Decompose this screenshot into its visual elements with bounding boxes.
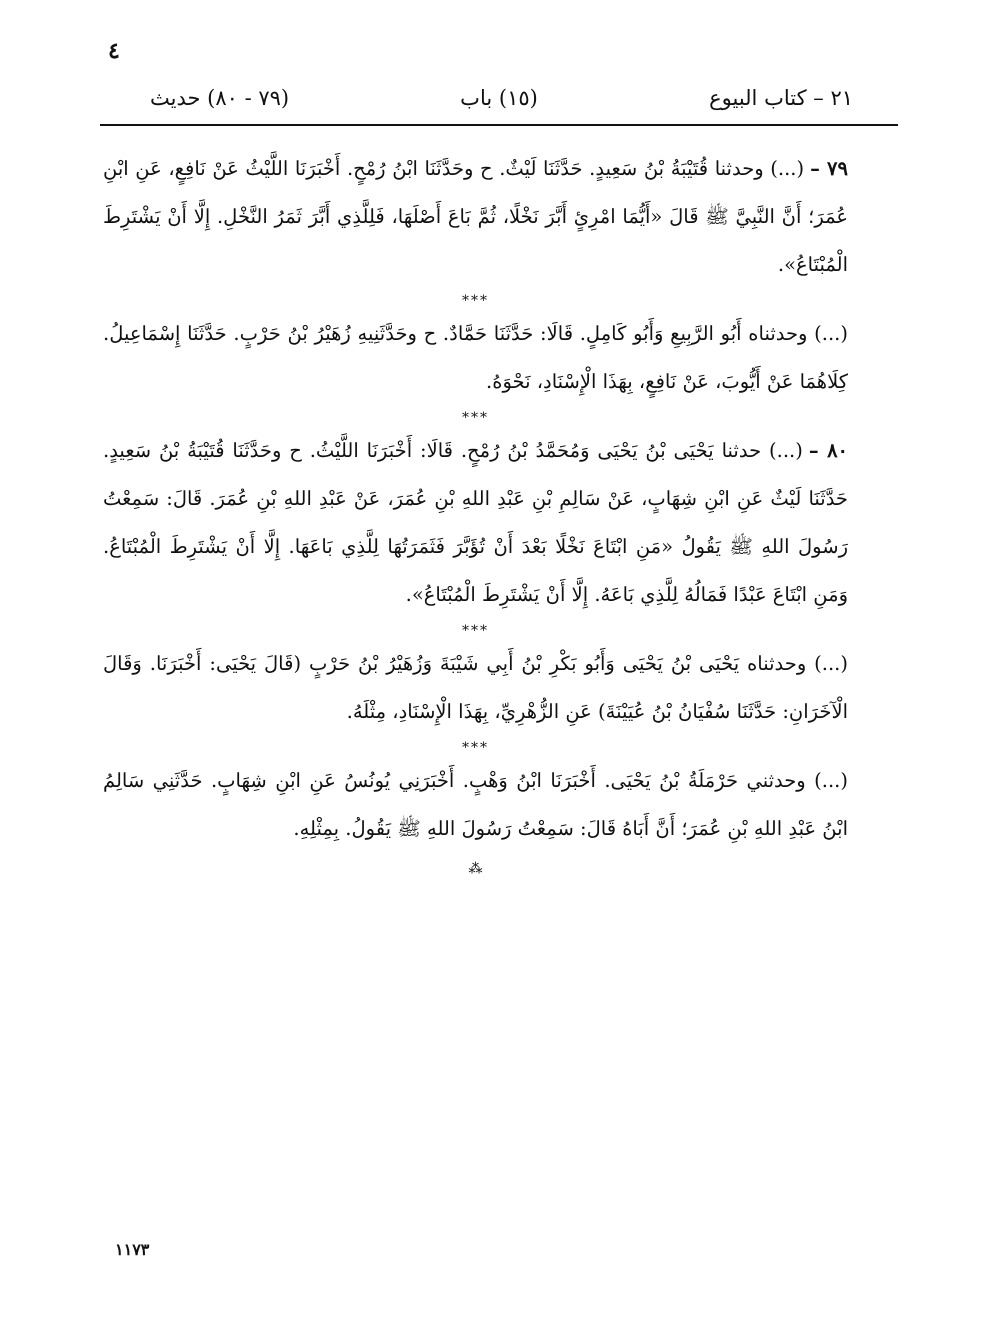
header-chapter: (١٥) باب — [460, 86, 538, 110]
hadith-number: ٨٠ – — [808, 439, 849, 462]
page-number: ١١٧٣ — [115, 1240, 150, 1259]
running-header — [100, 84, 898, 124]
hadith-paragraph — [103, 757, 848, 853]
header-divider — [100, 124, 898, 126]
hadith-number: ٧٩ – — [810, 157, 848, 180]
hadith-text: (...) حدثنا يَحْيَى بْنُ يَحْيَى وَمُحَمَّدُ بْنُ رُمْحٍ. قَالَا: أَخْبَرَنَا اللَّيْثُ. ح وحَدَّثَنَا قُتَيْبَةُ بْنُ سَعِيدٍ. حَدَّثَنَا لَيْثٌ عَنِ ابْنِ شِهَابٍ، عَنْ سَالِمِ بْنِ عَبْدِ اللهِ بْنِ عُمَرَ، عَنْ عَبْدِ اللهِ بْنِ عُمَرَ. قَالَ: سَمِعْتُ رَسُولَ اللهِ ﷺ يَقُولُ «مَنِ ابْتَاعَ نَخْلًا بَعْدَ أَنْ تُؤَبَّرَ فَثَمَرَتُهَا لِلَّذِي بَاعَهَا. إِلَّا أَنْ يَشْتَرِطَ الْمُبْتَاعُ. وَمَنِ ابْتَاعَ عَبْدًا فَمَالُهُ لِلَّذِي بَاعَهُ. إِلَّا أَنْ يَشْتَرِطَ الْمُبْتَاعُ». — [103, 439, 848, 606]
hadith-paragraph — [103, 310, 848, 406]
end-asterism: ⁂ — [468, 861, 483, 877]
section-separator: *** — [462, 623, 489, 639]
hadith-text: (...) وحدثني حَرْمَلَةُ بْنُ يَحْيَى. أَخْبَرَنَا ابْنُ وَهْبٍ. أَخْبَرَنِي يُونُسُ عَنِ ابْنِ شِهَابٍ. حَدَّثَنِي سَالِمُ ابْنُ عَبْدِ اللهِ بْنِ عُمَرَ؛ أَنَّ أَبَاهُ قَالَ: سَمِعْتُ رَسُولَ اللهِ ﷺ يَقُولُ. بِمِثْلِهِ. — [103, 769, 848, 840]
hadith-paragraph — [103, 427, 848, 619]
hadith-text: (...) وحدثناه أَبُو الرَّبِيعِ وَأَبُو كَامِلٍ. قَالَا: حَدَّثَنَا حَمَّادٌ. ح وحَدَّثَنِيهِ زُهَيْرُ بْنُ حَرْبٍ. حَدَّثَنَا إِسْمَاعِيلُ. كِلَاهُمَا عَنْ أَيُّوبَ، عَنْ نَافِعٍ، بِهَذَا الْإِسْنَادِ، نَحْوَهُ. — [103, 322, 848, 393]
hadith-text: (...) وحدثنا قُتَيْبَةُ بْنُ سَعِيدٍ. حَدَّثَنَا لَيْثٌ. ح وحَدَّثَنَا ابْنُ رُمْحٍ. أَخْبَرَنَا اللَّيْثُ عَنْ نَافِعٍ، عَنِ ابْنِ عُمَرَ؛ أَنَّ النَّبِيَّ ﷺ قَالَ «أَيُّمَا امْرِئٍ أَبَّرَ نَخْلًا، ثُمَّ بَاعَ أَصْلَهَا، فَلِلَّذِي أَبَّرَ ثَمَرُ النَّخْلِ. إِلَّا أَنْ يَشْتَرِطَ الْمُبْتَاعُ». — [103, 157, 848, 276]
hadith-paragraph — [103, 640, 848, 736]
hadith-paragraph — [103, 145, 848, 289]
main-text — [103, 145, 848, 879]
header-hadith-range: (٧٩ - ٨٠) حديث — [150, 86, 290, 110]
header-book-title: ٢١ – كتاب البيوع — [709, 86, 853, 110]
section-separator: *** — [462, 740, 489, 756]
section-separator: *** — [462, 410, 489, 426]
hadith-text: (...) وحدثناه يَحْيَى بْنُ يَحْيَى وَأَبُو بَكْرِ بْنُ أَبِي شَيْبَةَ وَزُهَيْرُ بْنُ حَرْبٍ (قَالَ يَحْيَى: أَخْبَرَنَا. وَقَالَ الْآخَرَانِ: حَدَّثَنَا سُفْيَانُ بْنُ عُيَيْنَةَ) عَنِ الزُّهْرِيِّ، بِهَذَا الْإِسْنَادِ، مِثْلَهُ. — [103, 652, 848, 723]
corner-mark: ٤ — [108, 38, 120, 64]
section-separator: *** — [462, 293, 489, 309]
